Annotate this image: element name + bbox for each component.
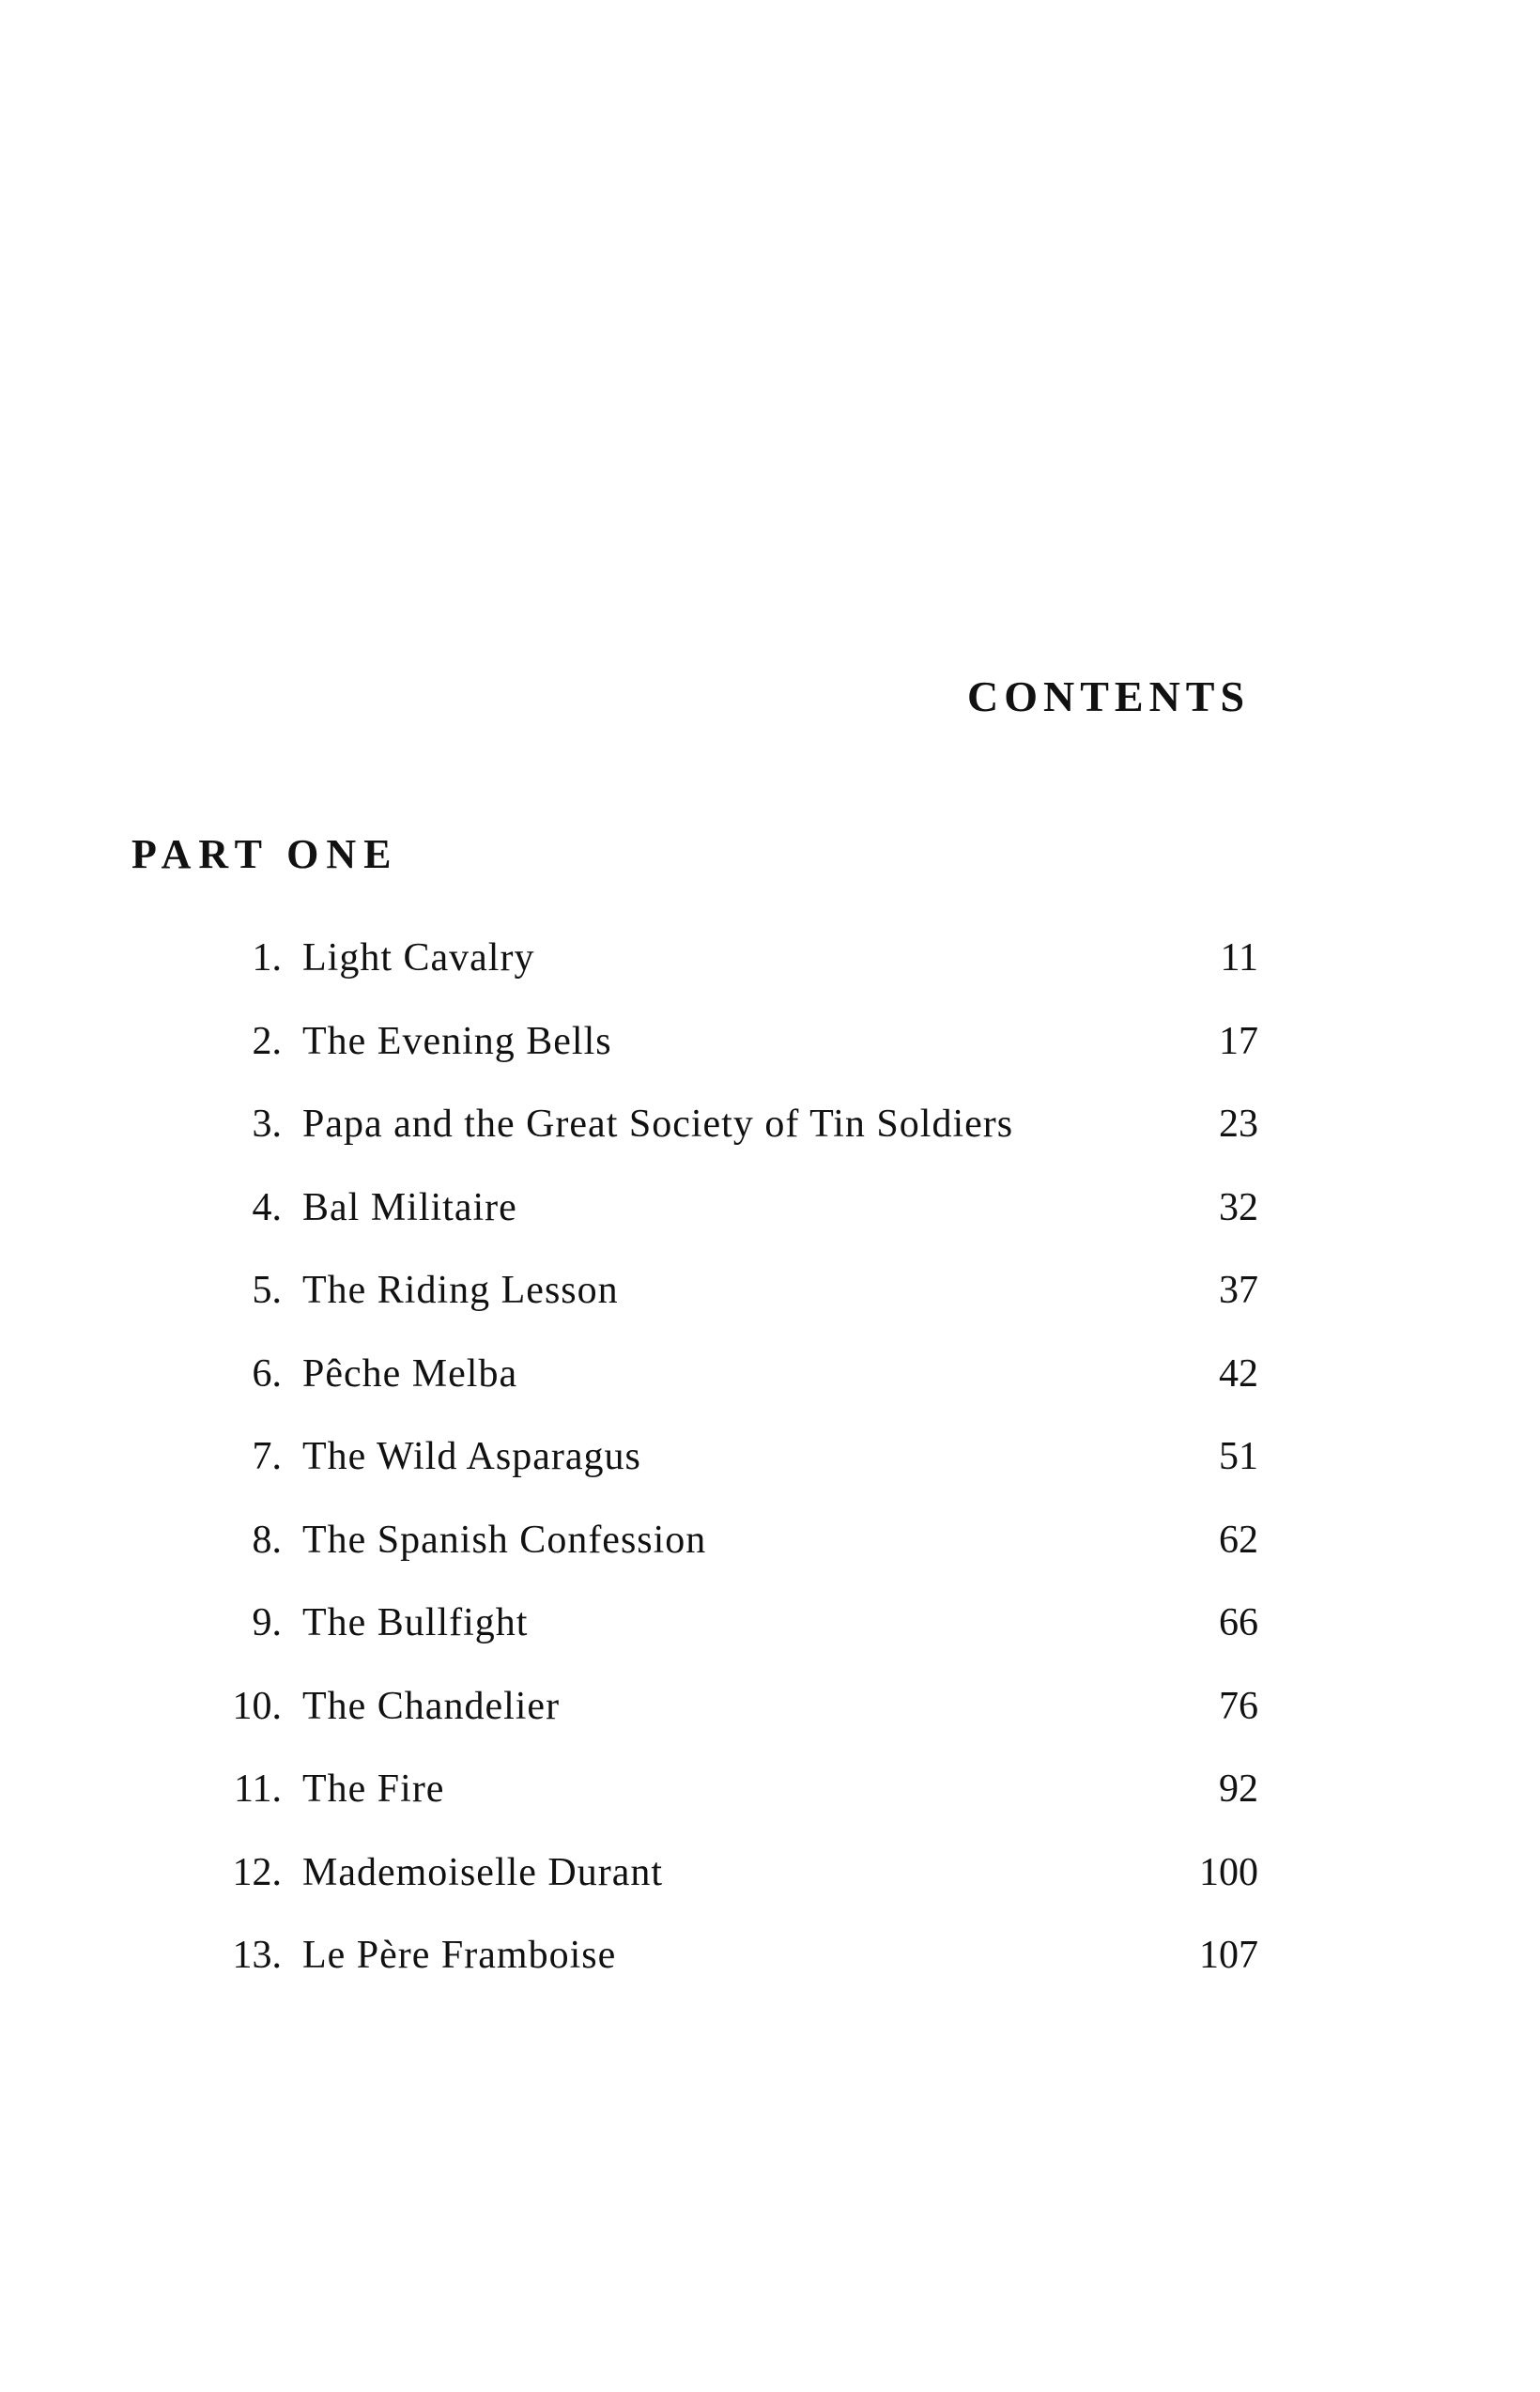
chapter-number: 2. — [252, 1019, 282, 1063]
chapter-number: 9. — [252, 1601, 282, 1644]
chapter-number: 13. — [232, 1934, 282, 1977]
chapter-page: 51 — [1219, 1435, 1258, 1478]
toc-entry — [0, 1180, 1540, 1263]
chapter-number: 10. — [232, 1684, 282, 1728]
chapter-number: 7. — [252, 1435, 282, 1478]
chapter-title: The Riding Lesson — [302, 1269, 619, 1312]
chapter-title: The Chandelier — [302, 1684, 561, 1728]
chapter-page: 37 — [1219, 1269, 1258, 1312]
chapter-page: 100 — [1199, 1850, 1258, 1894]
chapter-title: Le Père Framboise — [302, 1934, 617, 1977]
chapter-title: Mademoiselle Durant — [302, 1850, 664, 1894]
chapter-number: 3. — [252, 1103, 282, 1146]
contents-heading: CONTENTS — [967, 672, 1251, 720]
toc-entry — [0, 1346, 1540, 1429]
toc-entry — [0, 1512, 1540, 1596]
chapter-number: 4. — [252, 1185, 282, 1229]
chapter-page: 11 — [1220, 936, 1258, 980]
chapter-title: Pêche Melba — [302, 1351, 518, 1396]
chapter-page: 42 — [1219, 1351, 1258, 1396]
table-of-contents — [0, 930, 1540, 2011]
toc-entry — [0, 1844, 1540, 1928]
chapter-title: Light Cavalry — [302, 936, 535, 980]
toc-entry — [0, 1927, 1540, 2011]
chapter-number: 8. — [252, 1518, 282, 1562]
chapter-page: 17 — [1219, 1019, 1258, 1063]
chapter-number: 1. — [252, 936, 282, 980]
chapter-page: 62 — [1219, 1518, 1258, 1562]
toc-entry — [0, 1096, 1540, 1180]
chapter-title: The Bullfight — [302, 1601, 529, 1644]
toc-entry — [0, 1262, 1540, 1346]
chapter-title: The Wild Asparagus — [302, 1435, 641, 1478]
chapter-title: Bal Militaire — [302, 1185, 517, 1229]
chapter-page: 32 — [1219, 1185, 1258, 1229]
toc-entry — [0, 930, 1540, 1013]
chapter-page: 76 — [1219, 1684, 1258, 1728]
toc-entry — [0, 1678, 1540, 1762]
toc-entry — [0, 1428, 1540, 1512]
chapter-title: Papa and the Great Society of Tin Soldiers — [302, 1103, 1014, 1146]
toc-entry — [0, 1013, 1540, 1097]
chapter-number: 5. — [252, 1269, 282, 1312]
chapter-page: 92 — [1219, 1767, 1258, 1811]
chapter-page: 66 — [1219, 1601, 1258, 1644]
chapter-title: The Fire — [302, 1767, 445, 1811]
part-heading: PART ONE — [131, 831, 399, 877]
chapter-page: 107 — [1199, 1934, 1258, 1977]
chapter-title: The Evening Bells — [302, 1019, 612, 1063]
toc-entry — [0, 1595, 1540, 1678]
chapter-page: 23 — [1219, 1103, 1258, 1146]
chapter-number: 12. — [232, 1850, 282, 1894]
chapter-number: 11. — [234, 1767, 282, 1811]
chapter-title: The Spanish Confession — [302, 1518, 707, 1562]
toc-entry — [0, 1761, 1540, 1844]
chapter-number: 6. — [252, 1351, 282, 1396]
